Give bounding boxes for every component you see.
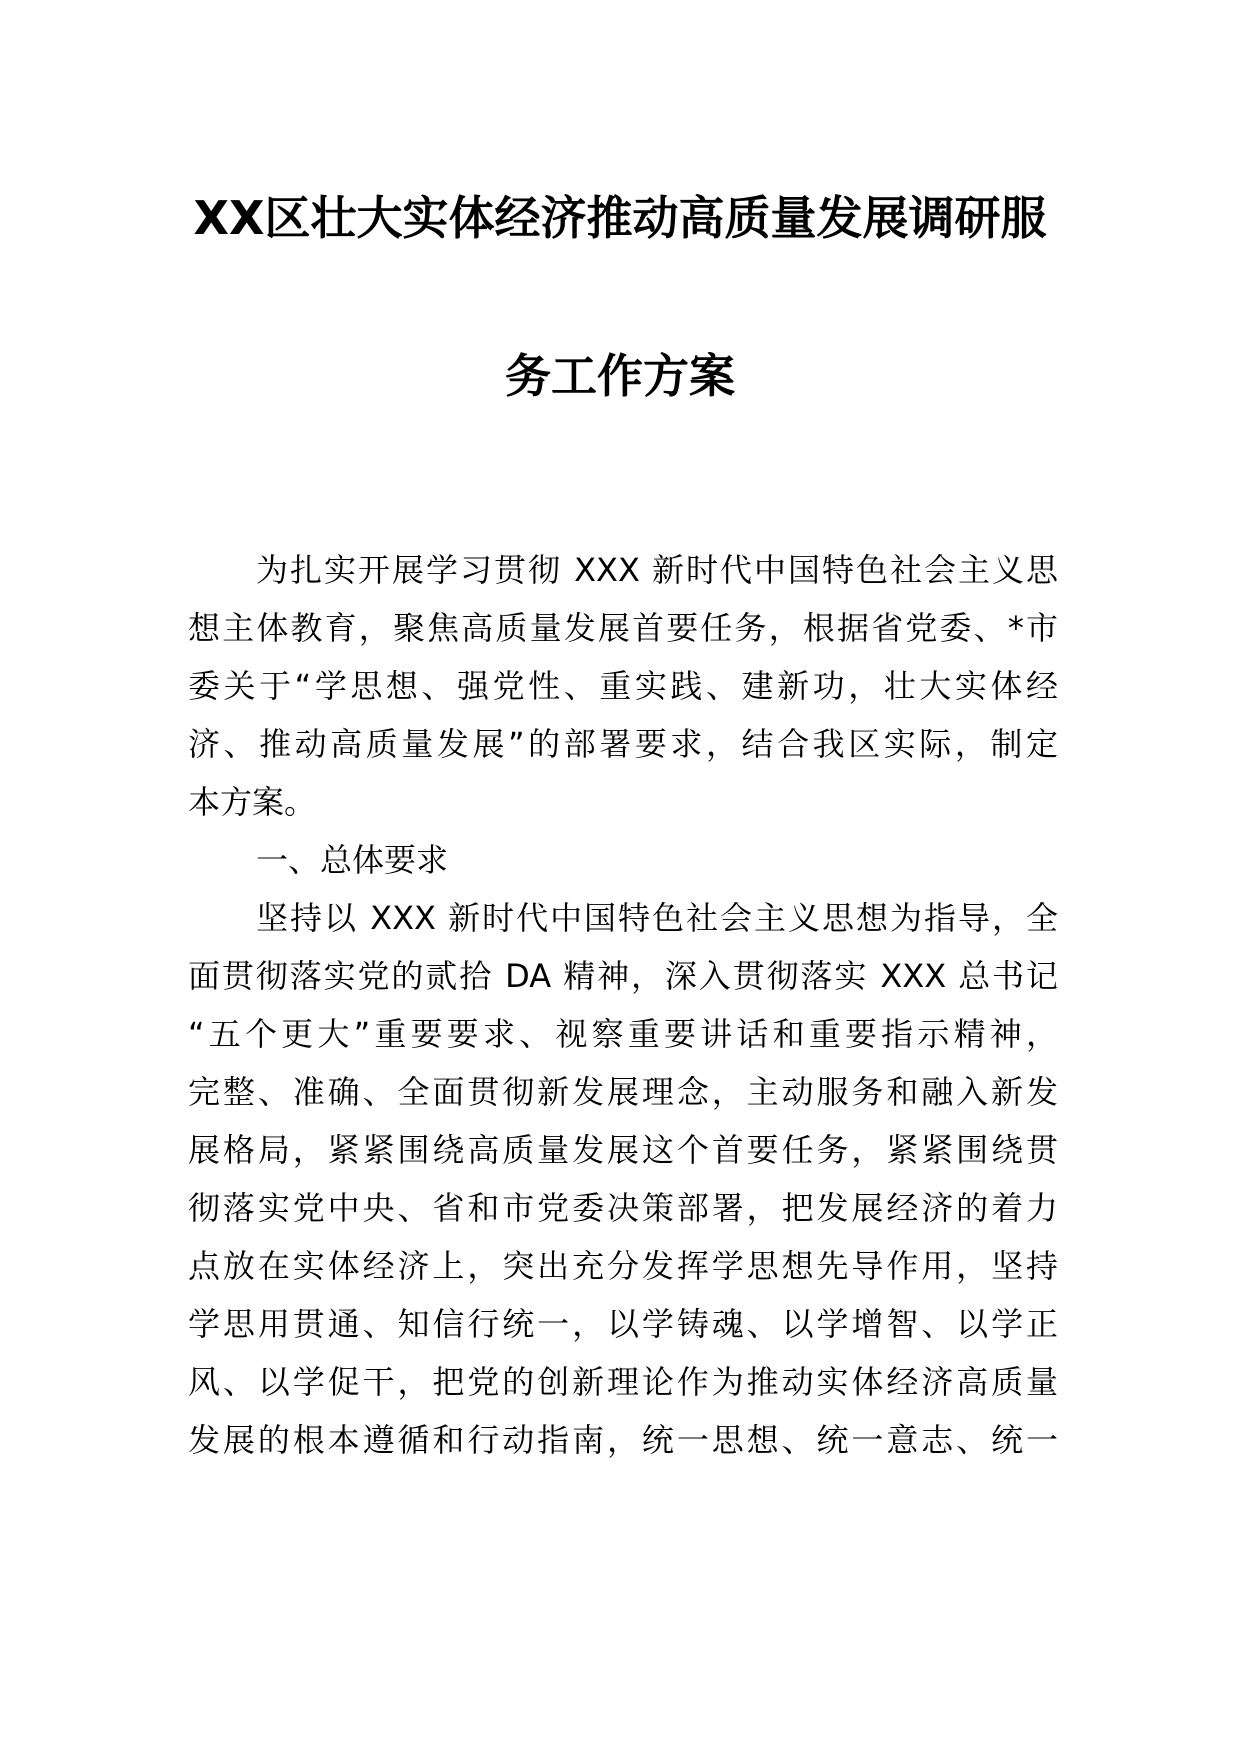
section-heading-1: 一、总体要求 — [256, 841, 449, 879]
title-line-1: XX区壮大实体经济推动高质量发展调研服 — [193, 191, 1047, 245]
paragraph-2-line-1: 坚持以 XXX 新时代中国特色社会主义思想为指导，全 — [256, 899, 1058, 937]
paragraph-1-line-4: 济、推动高质量发展”的部署要求，结合我区实际，制定 — [188, 725, 1058, 763]
paragraph-2-line-5: 展格局，紧紧围绕高质量发展这个首要任务，紧紧围绕贯 — [188, 1131, 1058, 1169]
paragraph-1-line-3: 委关于“学思想、强党性、重实践、建新功，壮大实体经 — [188, 667, 1058, 705]
paragraph-2-line-10: 发展的根本遵循和行动指南，统一思想、统一意志、统一 — [188, 1421, 1058, 1459]
paragraph-2-line-3: “五个更大”重要要求、视察重要讲话和重要指示精神， — [188, 1015, 1058, 1053]
paragraph-1-line-2: 想主体教育，聚焦高质量发展首要任务，根据省党委、*市 — [188, 609, 1058, 647]
paragraph-2-line-7: 点放在实体经济上，突出充分发挥学思想先导作用，坚持 — [188, 1247, 1058, 1285]
paragraph-1-line-1: 为扎实开展学习贯彻 XXX 新时代中国特色社会主义思 — [256, 551, 1058, 589]
paragraph-1-line-5: 本方案。 — [188, 783, 317, 821]
title-line-2: 务工作方案 — [505, 349, 735, 403]
paragraph-2-line-6: 彻落实党中央、省和市党委决策部署，把发展经济的着力 — [188, 1189, 1058, 1227]
paragraph-2-line-9: 风、以学促干，把党的创新理论作为推动实体经济高质量 — [188, 1363, 1058, 1401]
paragraph-2-line-8: 学思用贯通、知信行统一，以学铸魂、以学增智、以学正 — [188, 1305, 1058, 1343]
paragraph-2-line-2: 面贯彻落实党的贰拾 DA 精神，深入贯彻落实 XXX 总书记 — [188, 957, 1058, 995]
paragraph-2-line-4: 完整、准确、全面贯彻新发展理念，主动服务和融入新发 — [188, 1073, 1058, 1111]
